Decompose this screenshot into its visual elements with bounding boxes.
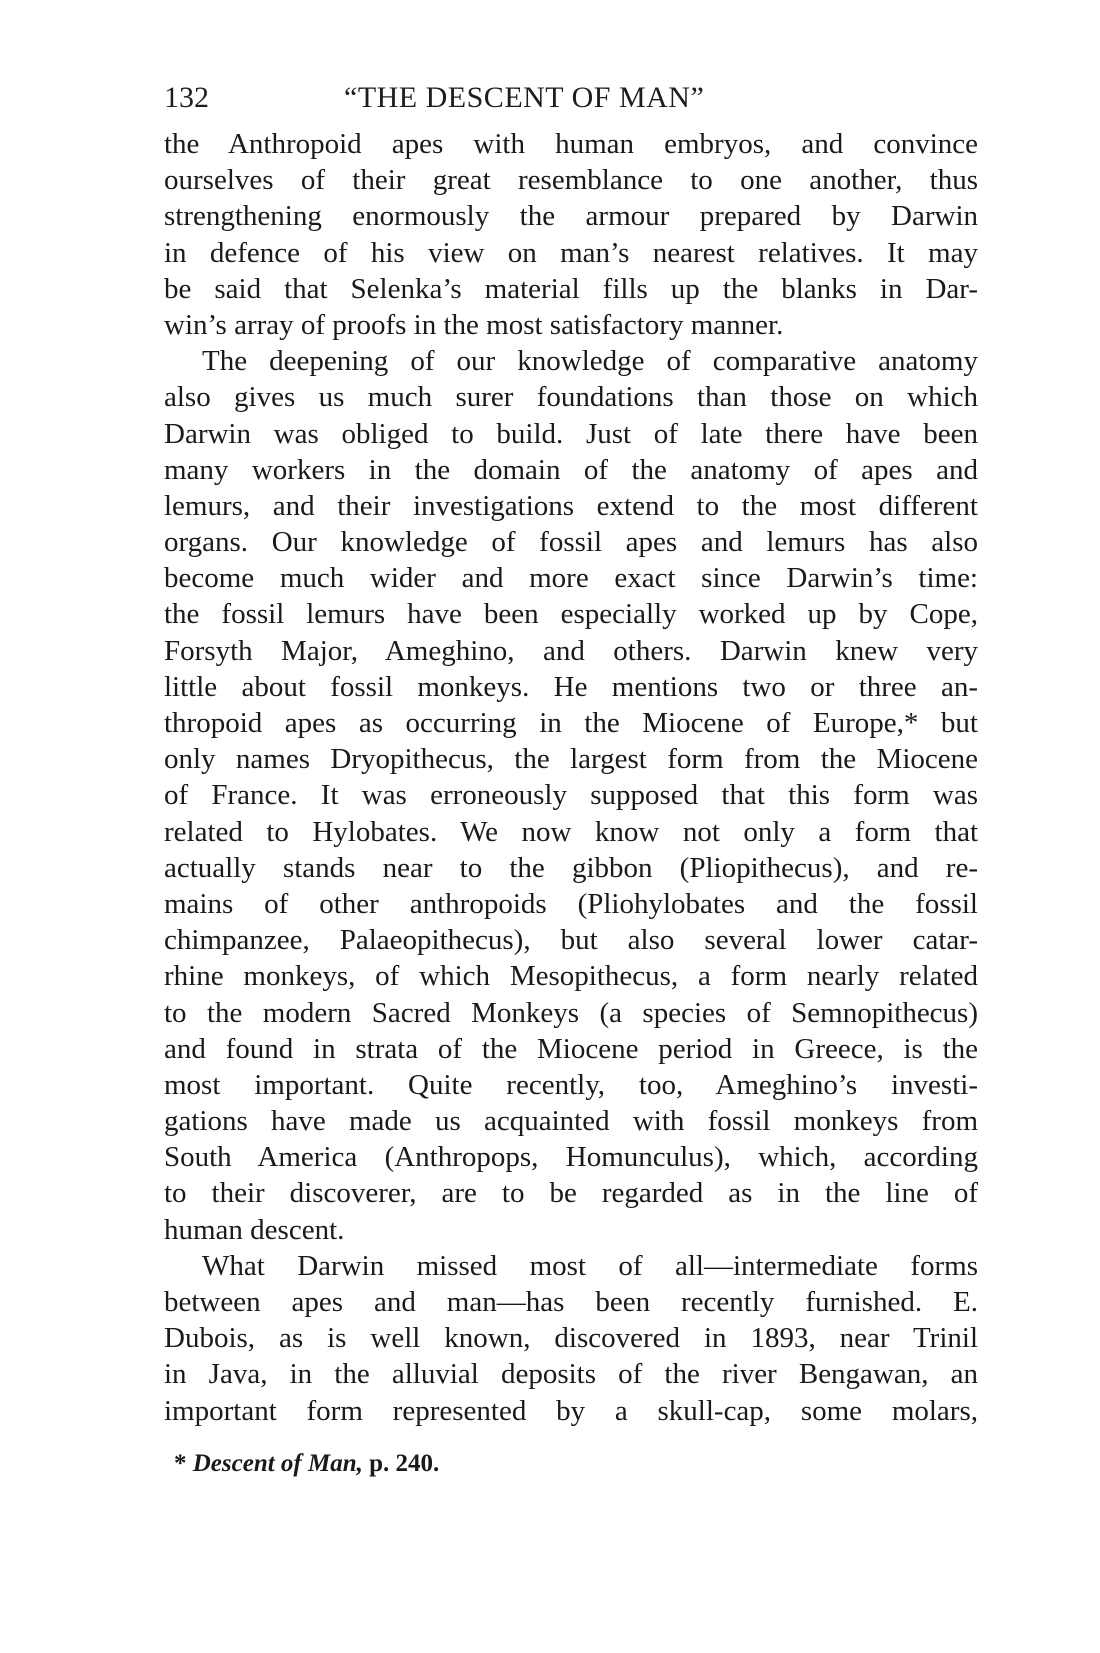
text-line: the Anthropoid apes with human embryos, and convince bbox=[164, 128, 978, 160]
text-line: What Darwin missed most of all—intermediate forms bbox=[202, 1249, 978, 1282]
text-line: the fossil lemurs have been especially worked up by Cope, bbox=[164, 598, 978, 631]
text-line: between apes and man—has been recently furnished. E. bbox=[164, 1286, 978, 1318]
text-line: chimpanzee, Palaeopithecus), but also several lower catar- bbox=[164, 924, 978, 957]
text-line: many workers in the domain of the anatomy of apes and bbox=[164, 453, 978, 486]
book-page bbox=[164, 70, 978, 1481]
text-line: strengthening enormously the armour prepared by Darwin bbox=[164, 200, 978, 233]
text-line: Dubois, as is well known, discovered in 1893, near Trinil bbox=[164, 1322, 978, 1355]
text-line: actually stands near to the gibbon (Pliopithecus), and re- bbox=[164, 851, 978, 884]
text-line: Darwin was obliged to build. Just of late there have been bbox=[164, 417, 978, 450]
text-line: be said that Selenka’s material fills up the blanks in Dar- bbox=[164, 272, 978, 305]
text-line: important form represented by a skull-cap, some molars, bbox=[164, 1394, 978, 1427]
text-line: become much wider and more exact since Darwin’s time: bbox=[164, 562, 978, 595]
text-line: and found in strata of the Miocene period in Greece, is the bbox=[164, 1032, 978, 1065]
text-line: human descent. bbox=[164, 1213, 345, 1246]
text-line: ourselves of their great resemblance to one another, thus bbox=[164, 164, 978, 197]
footnote bbox=[164, 1447, 978, 1481]
text-line: win’s array of proofs in the most satisfactory manner. bbox=[164, 308, 784, 341]
page-header bbox=[164, 70, 978, 126]
text-line: to the modern Sacred Monkeys (a species of Semnopithecus) bbox=[164, 996, 978, 1029]
text-line: Forsyth Major, Ameghino, and others. Darwin knew very bbox=[164, 634, 978, 667]
text-line: most important. Quite recently, too, Ameghino’s investi- bbox=[164, 1068, 978, 1101]
text-line: thropoid apes as occurring in the Miocene of Europe,* but bbox=[164, 707, 978, 739]
text-line: only names Dryopithecus, the largest form from the Miocene bbox=[164, 743, 978, 776]
text-line: The deepening of our knowledge of comparative anatomy bbox=[202, 345, 978, 378]
footnote-marker: * bbox=[174, 1449, 187, 1477]
text-line: organs. Our knowledge of fossil apes and lemurs has also bbox=[164, 526, 978, 559]
text-line: gations have made us acquainted with fossil monkeys from bbox=[164, 1105, 978, 1138]
text-line: also gives us much surer foundations than those on which bbox=[164, 381, 978, 414]
text-line: lemurs, and their investigations extend to the most different bbox=[164, 489, 978, 522]
text-line: little about fossil monkeys. He mentions two or three an- bbox=[164, 670, 978, 703]
text-line: South America (Anthropops, Homunculus), which, according bbox=[164, 1141, 978, 1174]
text-line: in defence of his view on man’s nearest relatives. It may bbox=[164, 236, 978, 269]
footnote-title: Descent of Man, bbox=[192, 1449, 363, 1477]
text-line: related to Hylobates. We now know not only a form that bbox=[164, 815, 978, 848]
text-line: in Java, in the alluvial deposits of the river Bengawan, an bbox=[164, 1358, 978, 1391]
text-line: rhine monkeys, of which Mesopithecus, a form nearly related bbox=[164, 960, 978, 993]
running-title: “THE DESCENT OF MAN” bbox=[344, 81, 705, 114]
text-line: mains of other anthropoids (Pliohylobates and the fossil bbox=[164, 887, 978, 920]
text-line: of France. It was erroneously supposed that this form was bbox=[164, 779, 978, 812]
body-text bbox=[164, 126, 978, 1429]
footnote-page-ref: p. 240. bbox=[369, 1449, 440, 1477]
text-line: to their discoverer, are to be regarded as in the line of bbox=[164, 1177, 978, 1210]
page-number: 132 bbox=[164, 81, 209, 114]
